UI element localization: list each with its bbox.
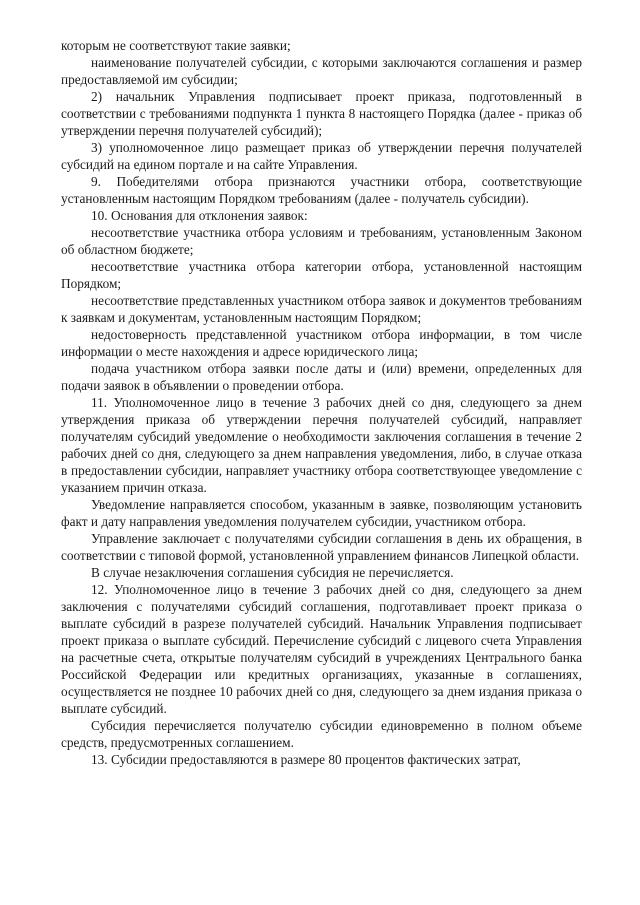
paragraph-item-2: 2) начальник Управления подписывает проект приказа, подготовленный в соответствии с требованиями подпункта 1 пункта 8 настоящего Порядка (далее - приказ об утверждении перечня получателей субсидий); bbox=[61, 89, 582, 138]
paragraph-rejection-reason-1: несоответствие участника отбора условиям и требованиям, установленным Законом об областном бюджете; bbox=[61, 225, 582, 257]
paragraph-agreement: Управление заключает с получателями субсидии соглашения в день их обращения, в соответствии с типовой формой, установленной управлением финансов Липецкой области. bbox=[61, 531, 582, 563]
paragraph-recipients-name: наименование получателей субсидии, с которыми заключаются соглашения и размер предоставляемой им субсидии; bbox=[61, 55, 582, 87]
paragraph-continuation: которым не соответствуют такие заявки; bbox=[61, 38, 291, 53]
paragraph-rejection-reason-5: подача участником отбора заявки после даты и (или) времени, определенных для подачи заявок в объявлении о проведении отбора. bbox=[61, 361, 582, 393]
paragraph-section-10: 10. Основания для отклонения заявок: bbox=[91, 208, 308, 223]
paragraph-item-3: 3) уполномоченное лицо размещает приказ об утверждении перечня получателей субсидий на едином портале и на сайте Управления. bbox=[61, 140, 582, 172]
paragraph-section-12: 12. Уполномоченное лицо в течение 3 рабочих дней со дня, следующего за днем заключения с получателями субсидий соглашения, подготавливает проект приказа о выплате субсидий в разрезе получателей субсидий. Начальник Управления подписывает проект приказа о выплате субсидий. Перечисление субсидий с лицевого счета Управления на расчетные счета, открытые получателям субсидий в учреждениях Центрального банка Российской Федерации или кредитных организациях, указанные в соглашениях, осуществляется не позднее 10 рабочих дней со дня, следующего за днем издания приказа о выплате субсидий. bbox=[61, 582, 582, 716]
paragraph-single-payment: Субсидия перечисляется получателю субсидии единовременно в полном объеме средств, предусмотренных соглашением. bbox=[61, 718, 582, 750]
paragraph-section-11: 11. Уполномоченное лицо в течение 3 рабочих дней со дня, следующего за днем утверждения приказа об утверждении перечня получателей субсидий, направляет получателям субсидий уведомление о необходимости заключения соглашения в течение 2 рабочих дней со дня, следующего за днем направления уведомления, либо, в случае отказа в предоставлении субсидии, направляет участнику отбора соответствующее уведомление с указанием причин отказа. bbox=[61, 395, 582, 495]
paragraph-section-13: 13. Субсидии предоставляются в размере 80 процентов фактических затрат, bbox=[91, 752, 521, 767]
paragraph-no-agreement: В случае незаключения соглашения субсидия не перечисляется. bbox=[91, 565, 454, 580]
paragraph-section-9: 9. Победителями отбора признаются участники отбора, соответствующие установленным настоящим Порядком требованиям (далее - получатель субсидии). bbox=[61, 174, 582, 206]
paragraph-rejection-reason-2: несоответствие участника отбора категории отбора, установленной настоящим Порядком; bbox=[61, 259, 582, 291]
paragraph-notification-method: Уведомление направляется способом, указанным в заявке, позволяющим установить факт и дату направления уведомления получателем субсидии, участником отбора. bbox=[61, 497, 582, 529]
paragraph-rejection-reason-4: недостоверность представленной участником отбора информации, в том числе информации о месте нахождения и адресе юридического лица; bbox=[61, 327, 582, 359]
paragraph-rejection-reason-3: несоответствие представленных участником отбора заявок и документов требованиям к заявкам и документам, установленным настоящим Порядком; bbox=[61, 293, 582, 325]
